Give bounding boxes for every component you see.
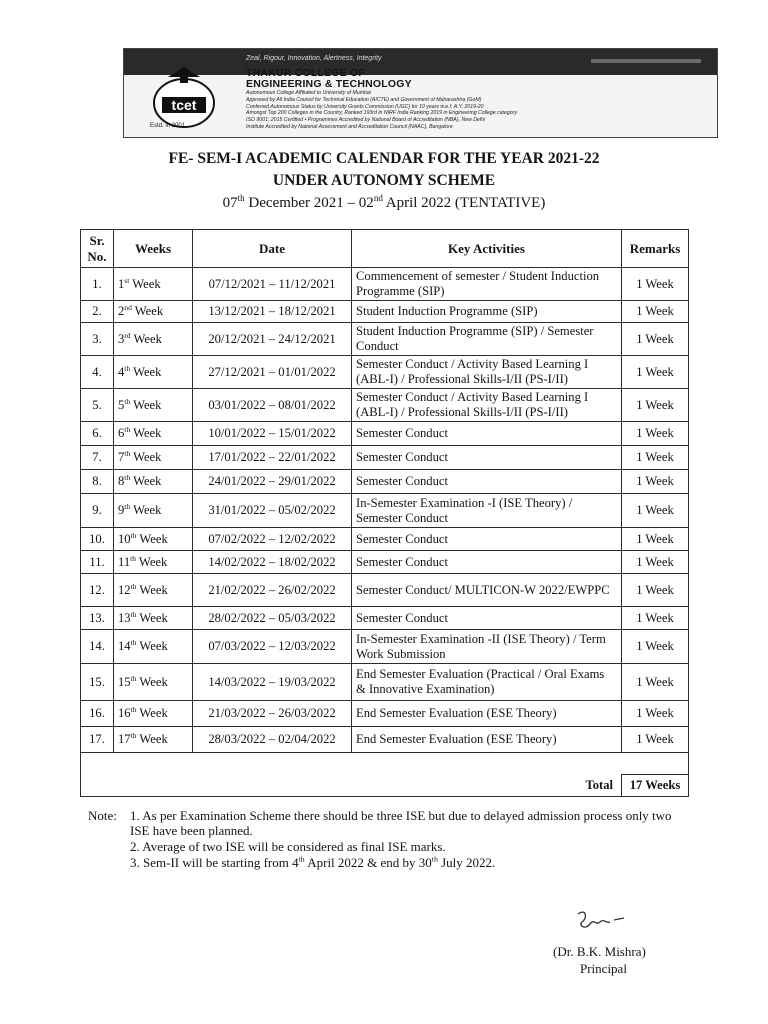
cell-activity: End Semester Evaluation (Practical / Oral Exams & Innovative Examination) [352,664,622,701]
letterhead-detail: Approved by All India Council for Technical Education (AICTE) and Government of Maharashtra (GoM) [246,96,482,103]
cell-sr-no: 2. [81,301,114,323]
header-sr-no: Sr. No. [81,230,114,268]
cell-activity: Commencement of semester / Student Induction Programme (SIP) [352,268,622,301]
cell-date: 28/02/2022 – 05/03/2022 [193,607,352,630]
cell-activity: In-Semester Examination -I (ISE Theory) / Semester Conduct [352,494,622,528]
college-name-line1: THAKUR COLLEGE OF [246,67,365,79]
table-row [81,494,689,528]
cell-date: 10/01/2022 – 15/01/2022 [193,422,352,446]
letterhead-detail: ISO 9001: 2015 Certified • Programmes Accredited by National Board of Accreditation (NBA), New Delhi [246,117,486,124]
cell-week: 5th Week [114,389,193,422]
cell-activity: End Semester Evaluation (ESE Theory) [352,701,622,727]
cell-sr-no: 12. [81,574,114,607]
cell-week: 13th Week [114,607,193,630]
cell-remarks: 1 Week [622,664,689,701]
table-row [81,268,689,301]
cell-date: 07/12/2021 – 11/12/2021 [193,268,352,301]
cell-week: 11th Week [114,551,193,574]
cell-date: 21/02/2022 – 26/02/2022 [193,574,352,607]
cell-activity: In-Semester Examination -II (ISE Theory) / Term Work Submission [352,630,622,664]
cell-week: 10th Week [114,528,193,551]
total-label: Total [81,775,622,797]
cell-remarks: 1 Week [622,323,689,356]
cell-activity: Student Induction Programme (SIP) / Semester Conduct [352,323,622,356]
calendar-title: FE- SEM-I ACADEMIC CALENDAR FOR THE YEAR 2021-22 [168,150,600,167]
cell-date: 24/01/2022 – 29/01/2022 [193,470,352,494]
cell-remarks: 1 Week [622,389,689,422]
table-row [81,470,689,494]
cell-sr-no: 4. [81,356,114,389]
cell-remarks: 1 Week [622,630,689,664]
cell-sr-no: 14. [81,630,114,664]
letterhead-detail: Amongst Top 200 Colleges in the Country, Ranked 193rd in NIRF India Ranking 2019 in Engineering College category [246,110,517,117]
cell-sr-no: 13. [81,607,114,630]
cell-sr-no: 9. [81,494,114,528]
cell-activity: Semester Conduct [352,422,622,446]
cell-week: 9th Week [114,494,193,528]
cell-week: 6th Week [114,422,193,446]
cell-activity: Semester Conduct / Activity Based Learning I (ABL-I) / Professional Skills-I/II (PS-I/II) [352,356,622,389]
cell-activity: Student Induction Programme (SIP) [352,301,622,323]
cell-sr-no: 17. [81,727,114,753]
cell-remarks: 1 Week [622,574,689,607]
cell-remarks: 1 Week [622,701,689,727]
note-item: 3. Sem-II will be starting from 4th April 2022 & end by 30th July 2022. [130,854,496,870]
table-row [81,551,689,574]
header-remarks: Remarks [622,230,689,268]
calendar-table [80,229,689,797]
table-row [81,323,689,356]
table-row [81,356,689,389]
table-row [81,528,689,551]
signature-mark-icon [572,906,632,938]
table-row [81,701,689,727]
cell-remarks: 1 Week [622,422,689,446]
header-weeks: Weeks [114,230,193,268]
calendar-subtitle: UNDER AUTONOMY SCHEME [272,172,496,189]
cell-date: 31/01/2022 – 05/02/2022 [193,494,352,528]
cell-sr-no: 5. [81,389,114,422]
cell-sr-no: 6. [81,422,114,446]
cell-date: 13/12/2021 – 18/12/2021 [193,301,352,323]
cell-week: 2nd Week [114,301,193,323]
header-date: Date [193,230,352,268]
cell-week: 3rd Week [114,323,193,356]
cell-remarks: 1 Week [622,727,689,753]
cell-week: 16th Week [114,701,193,727]
table-row [81,446,689,470]
cell-activity: Semester Conduct [352,470,622,494]
cell-activity: Semester Conduct / Activity Based Learning I (ABL-I) / Professional Skills-I/II (PS-I/II) [352,389,622,422]
cell-sr-no: 3. [81,323,114,356]
cell-activity: Semester Conduct [352,551,622,574]
cell-remarks: 1 Week [622,356,689,389]
cell-activity: End Semester Evaluation (ESE Theory) [352,727,622,753]
cell-sr-no: 10. [81,528,114,551]
table-spacer-row [81,753,689,775]
cell-date: 20/12/2021 – 24/12/2021 [193,323,352,356]
cell-date: 07/03/2022 – 12/03/2022 [193,630,352,664]
cell-remarks: 1 Week [622,494,689,528]
cell-week: 1st Week [114,268,193,301]
college-name-line2: ENGINEERING & TECHNOLOGY [246,78,412,90]
cell-week: 15th Week [114,664,193,701]
cell-week: 17th Week [114,727,193,753]
table-row [81,422,689,446]
cell-activity: Semester Conduct [352,607,622,630]
letterhead-detail: Autonomous College Affiliated to University of Mumbai [246,90,371,96]
cell-activity: Semester Conduct [352,446,622,470]
table-row [81,727,689,753]
cell-remarks: 1 Week [622,528,689,551]
cell-remarks: 1 Week [622,551,689,574]
cell-remarks: 1 Week [622,446,689,470]
estd-text: Estd. in 2001 [150,123,186,129]
letterhead [123,48,718,138]
table-row [81,389,689,422]
cell-week: 14th Week [114,630,193,664]
cell-week: 4th Week [114,356,193,389]
cell-sr-no: 7. [81,446,114,470]
cell-date: 03/01/2022 – 08/01/2022 [193,389,352,422]
table-row [81,301,689,323]
table-body [81,268,689,753]
cell-week: 12th Week [114,574,193,607]
signatory-title: Principal [580,961,627,976]
cell-remarks: 1 Week [622,301,689,323]
table-row [81,607,689,630]
cell-remarks: 1 Week [622,470,689,494]
cell-remarks: 1 Week [622,268,689,301]
table-header-row [81,230,689,268]
notes-label: Note: [88,808,117,823]
note-item: 1. As per Examination Scheme there should be three ISE but due to delayed admission process only two ISE have been planned. [130,808,672,838]
cell-sr-no: 1. [81,268,114,301]
cell-date: 14/02/2022 – 18/02/2022 [193,551,352,574]
notes-list [130,808,680,871]
cell-week: 8th Week [114,470,193,494]
calendar-date-range: 07th December 2021 – 02nd April 2022 (TENTATIVE) [222,193,546,211]
header-activities: Key Activities [352,230,622,268]
cell-week: 7th Week [114,446,193,470]
logo-text: tcet [171,97,197,113]
motto: Zeal, Rigour, Innovation, Alertness, Integrity [246,55,382,62]
table-row [81,630,689,664]
table-total-row [81,775,689,797]
cell-date: 21/03/2022 – 26/03/2022 [193,701,352,727]
cell-date: 27/12/2021 – 01/01/2022 [193,356,352,389]
cell-date: 17/01/2022 – 22/01/2022 [193,446,352,470]
cell-sr-no: 16. [81,701,114,727]
table-row [81,574,689,607]
cell-sr-no: 8. [81,470,114,494]
cell-date: 07/02/2022 – 12/02/2022 [193,528,352,551]
cell-sr-no: 11. [81,551,114,574]
signatory-name: (Dr. B.K. Mishra) [553,944,646,959]
letterhead-detail: Institute Accredited by National Assessment and Accreditation Council (NAAC), Bangalore [246,123,453,130]
note-item: 2. Average of two ISE will be considered as final ISE marks. [130,839,446,854]
table-row [81,664,689,701]
cell-activity: Semester Conduct [352,528,622,551]
cell-date: 14/03/2022 – 19/03/2022 [193,664,352,701]
letterhead-text [246,55,706,131]
college-logo-icon [138,63,230,131]
cell-activity: Semester Conduct/ MULTICON-W 2022/EWPPC [352,574,622,607]
total-value: 17 Weeks [622,775,689,797]
cell-sr-no: 15. [81,664,114,701]
cell-remarks: 1 Week [622,607,689,630]
cell-date: 28/03/2022 – 02/04/2022 [193,727,352,753]
letterhead-detail: Conferred Autonomous Status by University Grants Commission (UGC) for 10 years w.e.f. A.Y. 2019-20 [246,103,484,110]
